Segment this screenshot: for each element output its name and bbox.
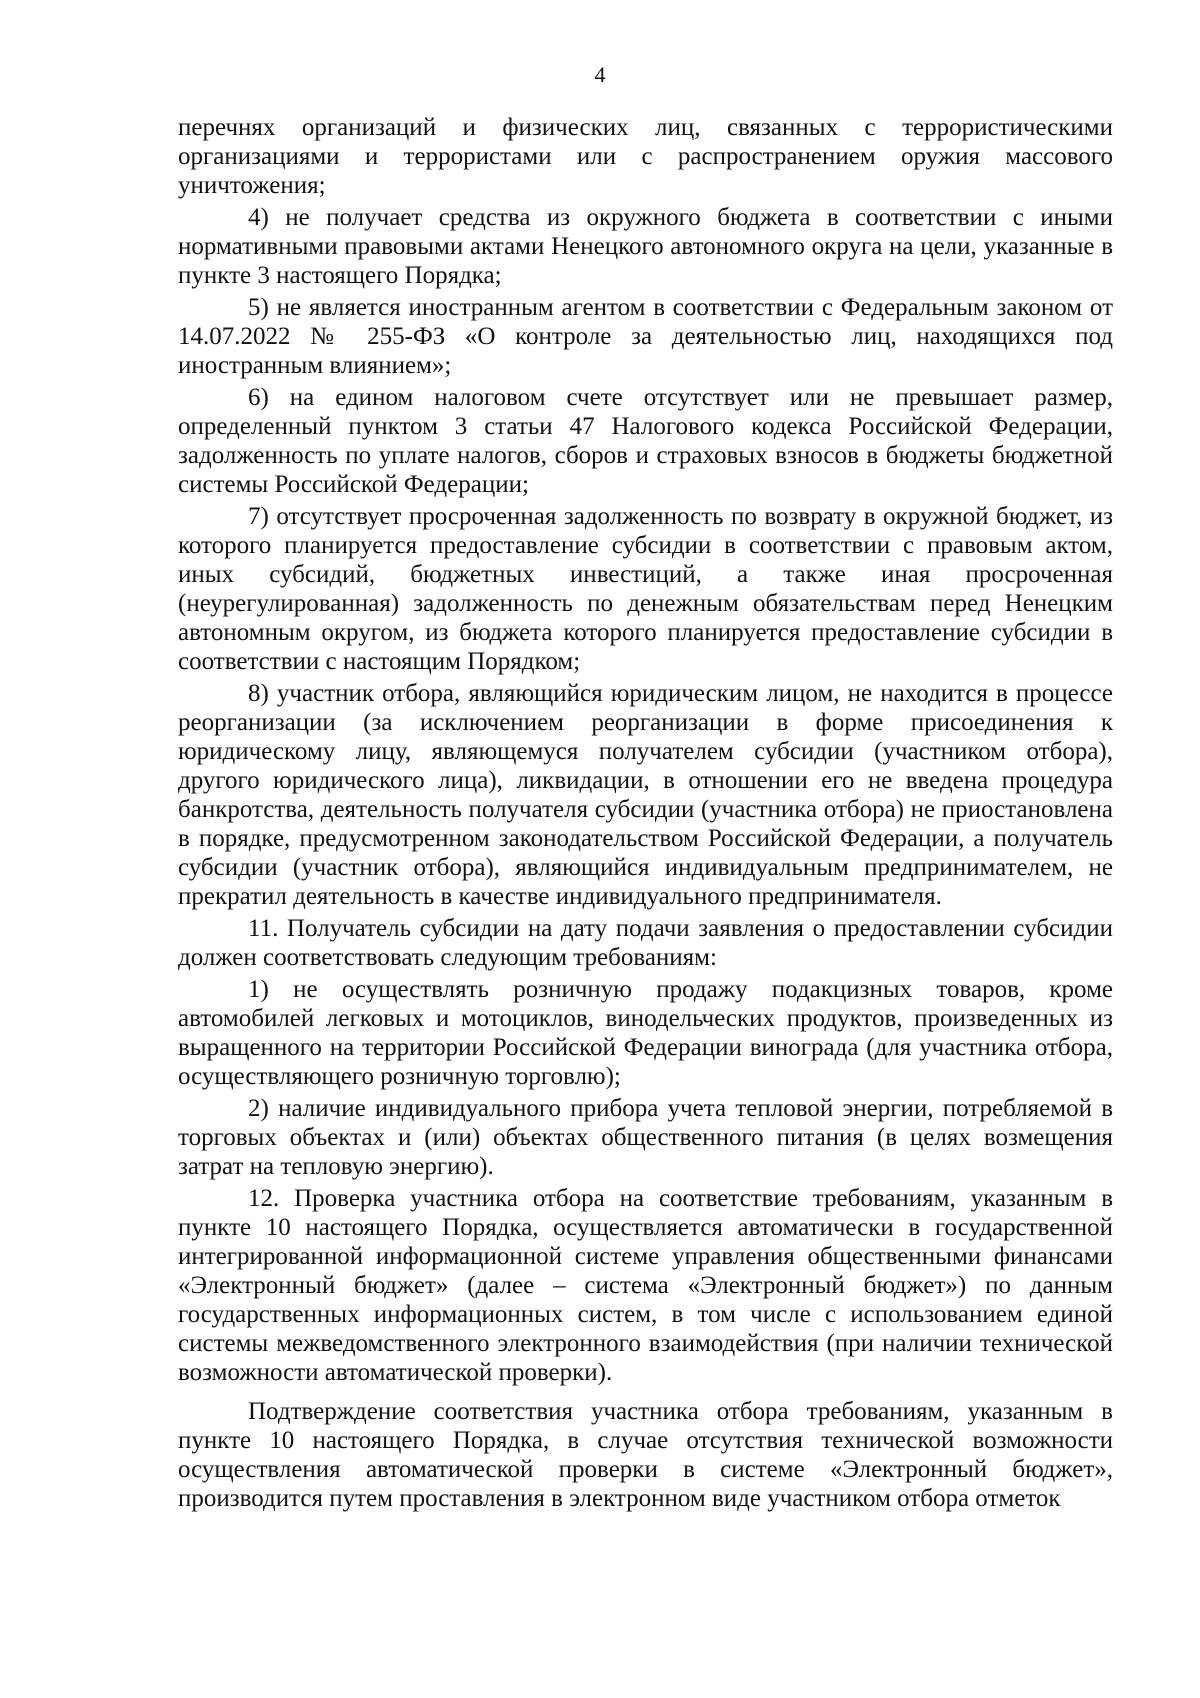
paragraph-section-11-item-2: 2) наличие индивидуального прибора учета тепловой энергии, потребляемой в торговых объектах и (или) объектах общественного питания (в целях возмещения затрат на тепловую энергию). xyxy=(178,1095,1113,1180)
paragraph-section-11: 11. Получатель субсидии на дату подачи заявления о предоставлении субсидии должен соответствовать следующим требованиям: xyxy=(178,915,1113,971)
document-body xyxy=(178,113,1113,1516)
page-number: 4 xyxy=(594,62,606,87)
paragraph-confirmation: Подтверждение соответствия участника отбора требованиям, указанным в пункте 10 настоящего Порядка, в случае отсутствия технической возможности осуществления автоматической проверки в системе «Электронный бюджет», производится путем проставления в электронном виде участником отбора отметок xyxy=(178,1398,1113,1512)
paragraph-section-11-item-1: 1) не осуществлять розничную продажу подакцизных товаров, кроме автомобилей легковых и мотоциклов, винодельческих продуктов, произведенных из выращенного на территории Российской Федерации винограда (для участника отбора, осуществляющего розничную торговлю); xyxy=(178,976,1113,1090)
paragraph-item-8: 8) участник отбора, являющийся юридическим лицом, не находится в процессе реорганизации (за исключением реорганизации в форме присоединения к юридическому лицу, являющемуся получателем субсидии (участником отбора), другого юридического лица), ликвидации, в отношении его не введена процедура банкротства, деятельность получателя субсидии (участника отбора) не приостановлена в порядке, предусмотренном законодательством Российской Федерации, а получатель субсидии (участник отбора), являющийся индивидуальным предпринимателем, не прекратил деятельность в качестве индивидуального предпринимателя. xyxy=(178,680,1113,910)
paragraph-continuation: перечнях организаций и физических лиц, связанных с террористическими организациями и террористами или с распространением оружия массового уничтожения; xyxy=(178,114,1113,199)
paragraph-section-12: 12. Проверка участника отбора на соответствие требованиям, указанным в пункте 10 настоящего Порядка, осуществляется автоматически в государственной интегрированной информационной системе управления общественными финансами «Электронный бюджет» (далее – система «Электронный бюджет») по данным государственных информационных систем, в том числе с использованием единой системы межведомственного электронного взаимодействия (при наличии технической возможности автоматической проверки). xyxy=(178,1185,1113,1386)
paragraph-item-4: 4) не получает средства из окружного бюджета в соответствии с иными нормативными правовыми актами Ненецкого автономного округа на цели, указанные в пункте 3 настоящего Порядка; xyxy=(178,204,1113,289)
paragraph-item-7: 7) отсутствует просроченная задолженность по возврату в окружной бюджет, из которого планируется предоставление субсидии в соответствии с правовым актом, иных субсидий, бюджетных инвестиций, а также иная просроченная (неурегулированная) задолженность по денежным обязательствам перед Ненецким автономным округом, из бюджета которого планируется предоставление субсидии в соответствии с настоящим Порядком; xyxy=(178,503,1113,675)
paragraph-item-6: 6) на едином налоговом счете отсутствует или не превышает размер, определенный пунктом 3 статьи 47 Налогового кодекса Российской Федерации, задолженность по уплате налогов, сборов и страховых взносов в бюджеты бюджетной системы Российской Федерации; xyxy=(178,384,1113,498)
paragraph-item-5: 5) не является иностранным агентом в соответствии с Федеральным законом от 14.07.2022 № 255-ФЗ «О контроле за деятельностью лиц, находящихся под иностранным влиянием»; xyxy=(178,294,1113,379)
